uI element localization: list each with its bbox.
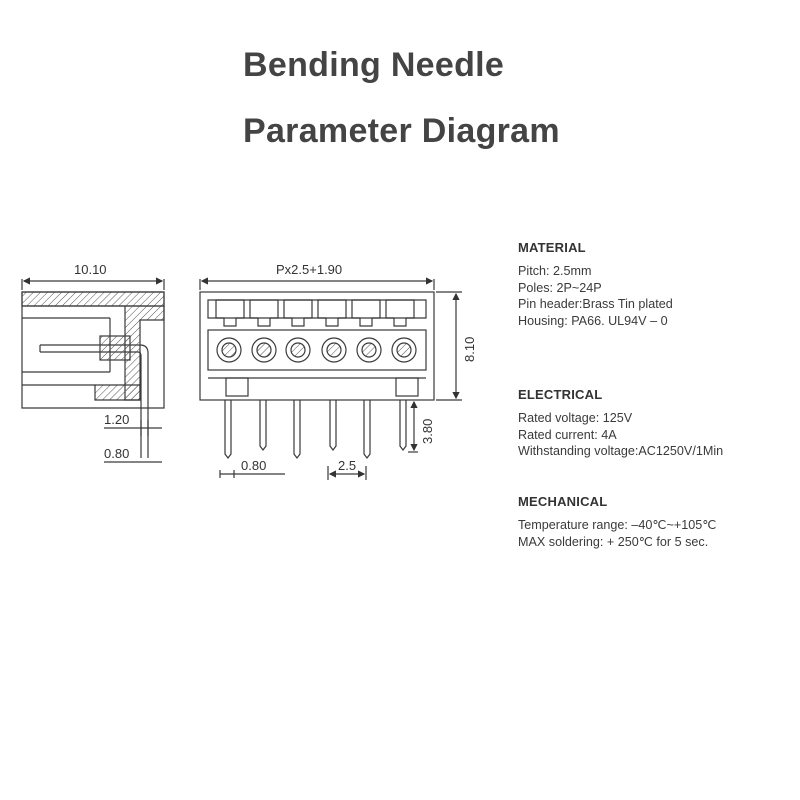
- material-heading: MATERIAL: [518, 240, 586, 255]
- material-line: Pitch: 2.5mm: [518, 264, 592, 278]
- front-top-rail: [208, 300, 426, 318]
- side-view: [22, 279, 164, 462]
- side-hatch-bottom: [95, 385, 140, 400]
- mechanical-section: [518, 494, 716, 550]
- electrical-line: Withstanding voltage:AC1250V/1Min: [518, 444, 724, 458]
- dim-side-width-label: 10.10: [74, 262, 107, 277]
- front-pins: [225, 400, 406, 458]
- side-hatch-top: [22, 292, 164, 306]
- material-line: Poles: 2P~24P: [518, 280, 602, 295]
- side-pin-contact: [100, 336, 130, 360]
- electrical-section: [518, 387, 723, 460]
- dim-side-pin-width-label: 0.80: [104, 446, 130, 461]
- material-line: Pin header:Brass Tin plated: [518, 297, 673, 311]
- dim-front-pin-width-label: 0.80: [241, 458, 267, 473]
- mechanical-heading: MECHANICAL: [518, 494, 608, 509]
- electrical-line: Rated current: 4A: [518, 427, 617, 442]
- dim-height-label: 8.10: [462, 336, 477, 362]
- mechanical-line: MAX soldering: + 250℃ for 5 sec.: [518, 534, 709, 549]
- front-slots: [216, 300, 414, 326]
- dim-pin-length-label: 3.80: [420, 418, 435, 444]
- front-view: [200, 279, 462, 480]
- dim-pin-offset-label: 1.20: [104, 412, 130, 427]
- front-ledge-right: [396, 378, 418, 396]
- front-ledge-left: [226, 378, 248, 396]
- dim-pitch-label: 2.5: [338, 458, 357, 473]
- title-line-2: Parameter Diagram: [243, 112, 560, 150]
- material-line: Housing: PA66. UL94V – 0: [518, 313, 668, 328]
- electrical-line: Rated voltage: 125V: [518, 411, 633, 425]
- electrical-heading: ELECTRICAL: [518, 387, 603, 402]
- dim-front-width-label: Px2.5+1.90: [276, 262, 343, 277]
- title-line-1: Bending Needle: [243, 46, 505, 84]
- front-screws: [217, 338, 416, 362]
- mechanical-line: Temperature range: –40℃~+105℃: [518, 518, 717, 532]
- material-section: [518, 240, 673, 329]
